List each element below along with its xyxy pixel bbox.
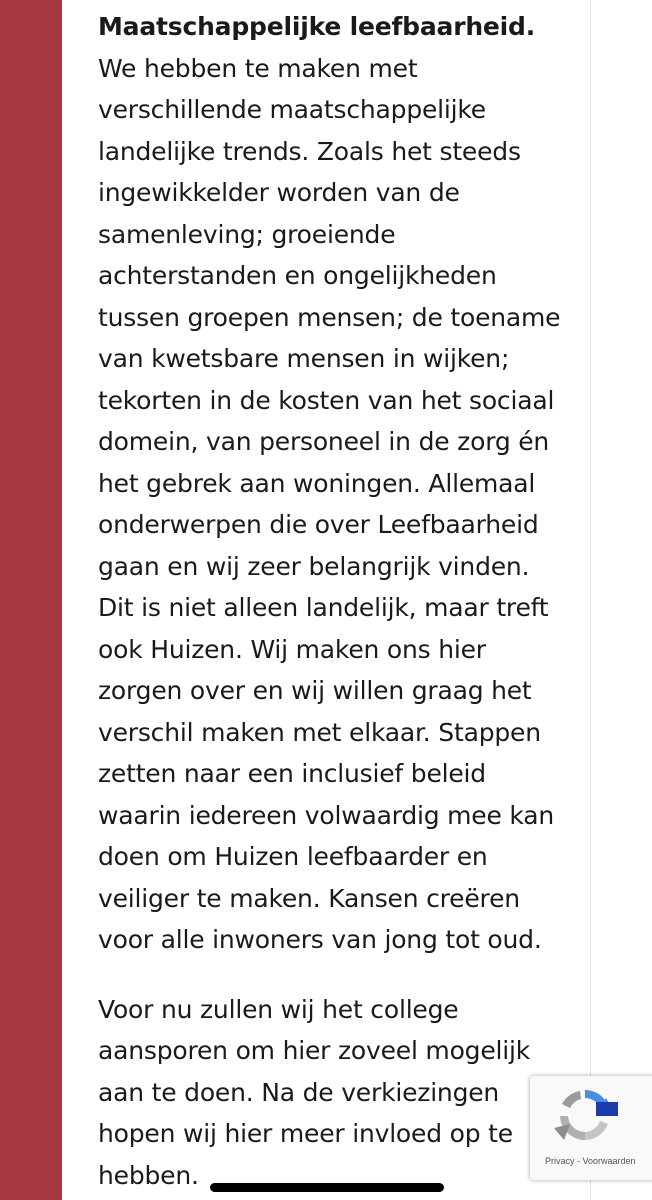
text-line: voor alle inwoners van jong tot oud. [98, 925, 542, 954]
text-line: samenleving; groeiende [98, 219, 396, 249]
text-line: domein, van personeel in de zorg én [98, 427, 550, 456]
text-line: tussen groepen mensen; de toename [98, 302, 561, 332]
text-line: ingewikkelder worden van de [98, 178, 460, 207]
terms-link[interactable]: Voorwaarden [582, 1156, 636, 1166]
text-line: ook Huizen. Wij maken ons hier [98, 634, 486, 664]
recaptcha-badge[interactable] [530, 1076, 652, 1180]
text-line: achterstanden en ongelijkheden [98, 261, 497, 290]
text-line: hebben. [98, 1160, 199, 1190]
paragraph-gap [98, 961, 578, 989]
text-line: onderwerpen die over Leefbaarheid [98, 510, 539, 539]
content-border [590, 0, 591, 1200]
text-line: hopen wij hier meer invloed op te [98, 1119, 513, 1148]
text-line: tekorten in de kosten van het sociaal [98, 385, 555, 415]
home-indicator[interactable] [210, 1183, 444, 1192]
text-line: van kwetsbare mensen in wijken; [98, 344, 510, 373]
text-line: zorgen over en wij willen graag het [98, 676, 532, 705]
article-body [98, 6, 578, 1196]
text-line: verschil maken met elkaar. Stappen [98, 717, 541, 747]
text-line: het gebrek aan woningen. Allemaal [98, 468, 536, 498]
privacy-link[interactable]: Privacy [545, 1156, 575, 1166]
recaptcha-links [545, 1156, 636, 1166]
text-line: waarin iedereen volwaardig mee kan [98, 800, 555, 830]
text-line: aan te doen. Na de verkiezingen [98, 1077, 500, 1107]
text-line: doen om Huizen leefbaarder en [98, 842, 488, 871]
text-line: zetten naar een inclusief beleid [98, 759, 486, 788]
text-line: Dit is niet alleen landelijk, maar treft [98, 593, 549, 622]
recaptcha-icon [550, 1084, 620, 1146]
text-line: aansporen om hier zoveel mogelijk [98, 1036, 531, 1065]
left-accent-bar [0, 0, 62, 1200]
paragraph-2 [98, 989, 578, 1197]
text-line: verschillende maatschappelijke [98, 95, 486, 124]
text-line: We hebben te maken met [98, 53, 418, 83]
link-separator: - [574, 1156, 583, 1166]
article-heading: Maatschappelijke leefbaarheid. [98, 12, 536, 41]
text-line: landelijke trends. Zoals het steeds [98, 136, 521, 166]
text-line: veiliger te maken. Kansen creëren [98, 883, 520, 913]
text-line: gaan en wij zeer belangrijk vinden. [98, 551, 530, 581]
paragraph-1 [98, 48, 578, 961]
text-line: Voor nu zullen wij het college [98, 994, 459, 1024]
